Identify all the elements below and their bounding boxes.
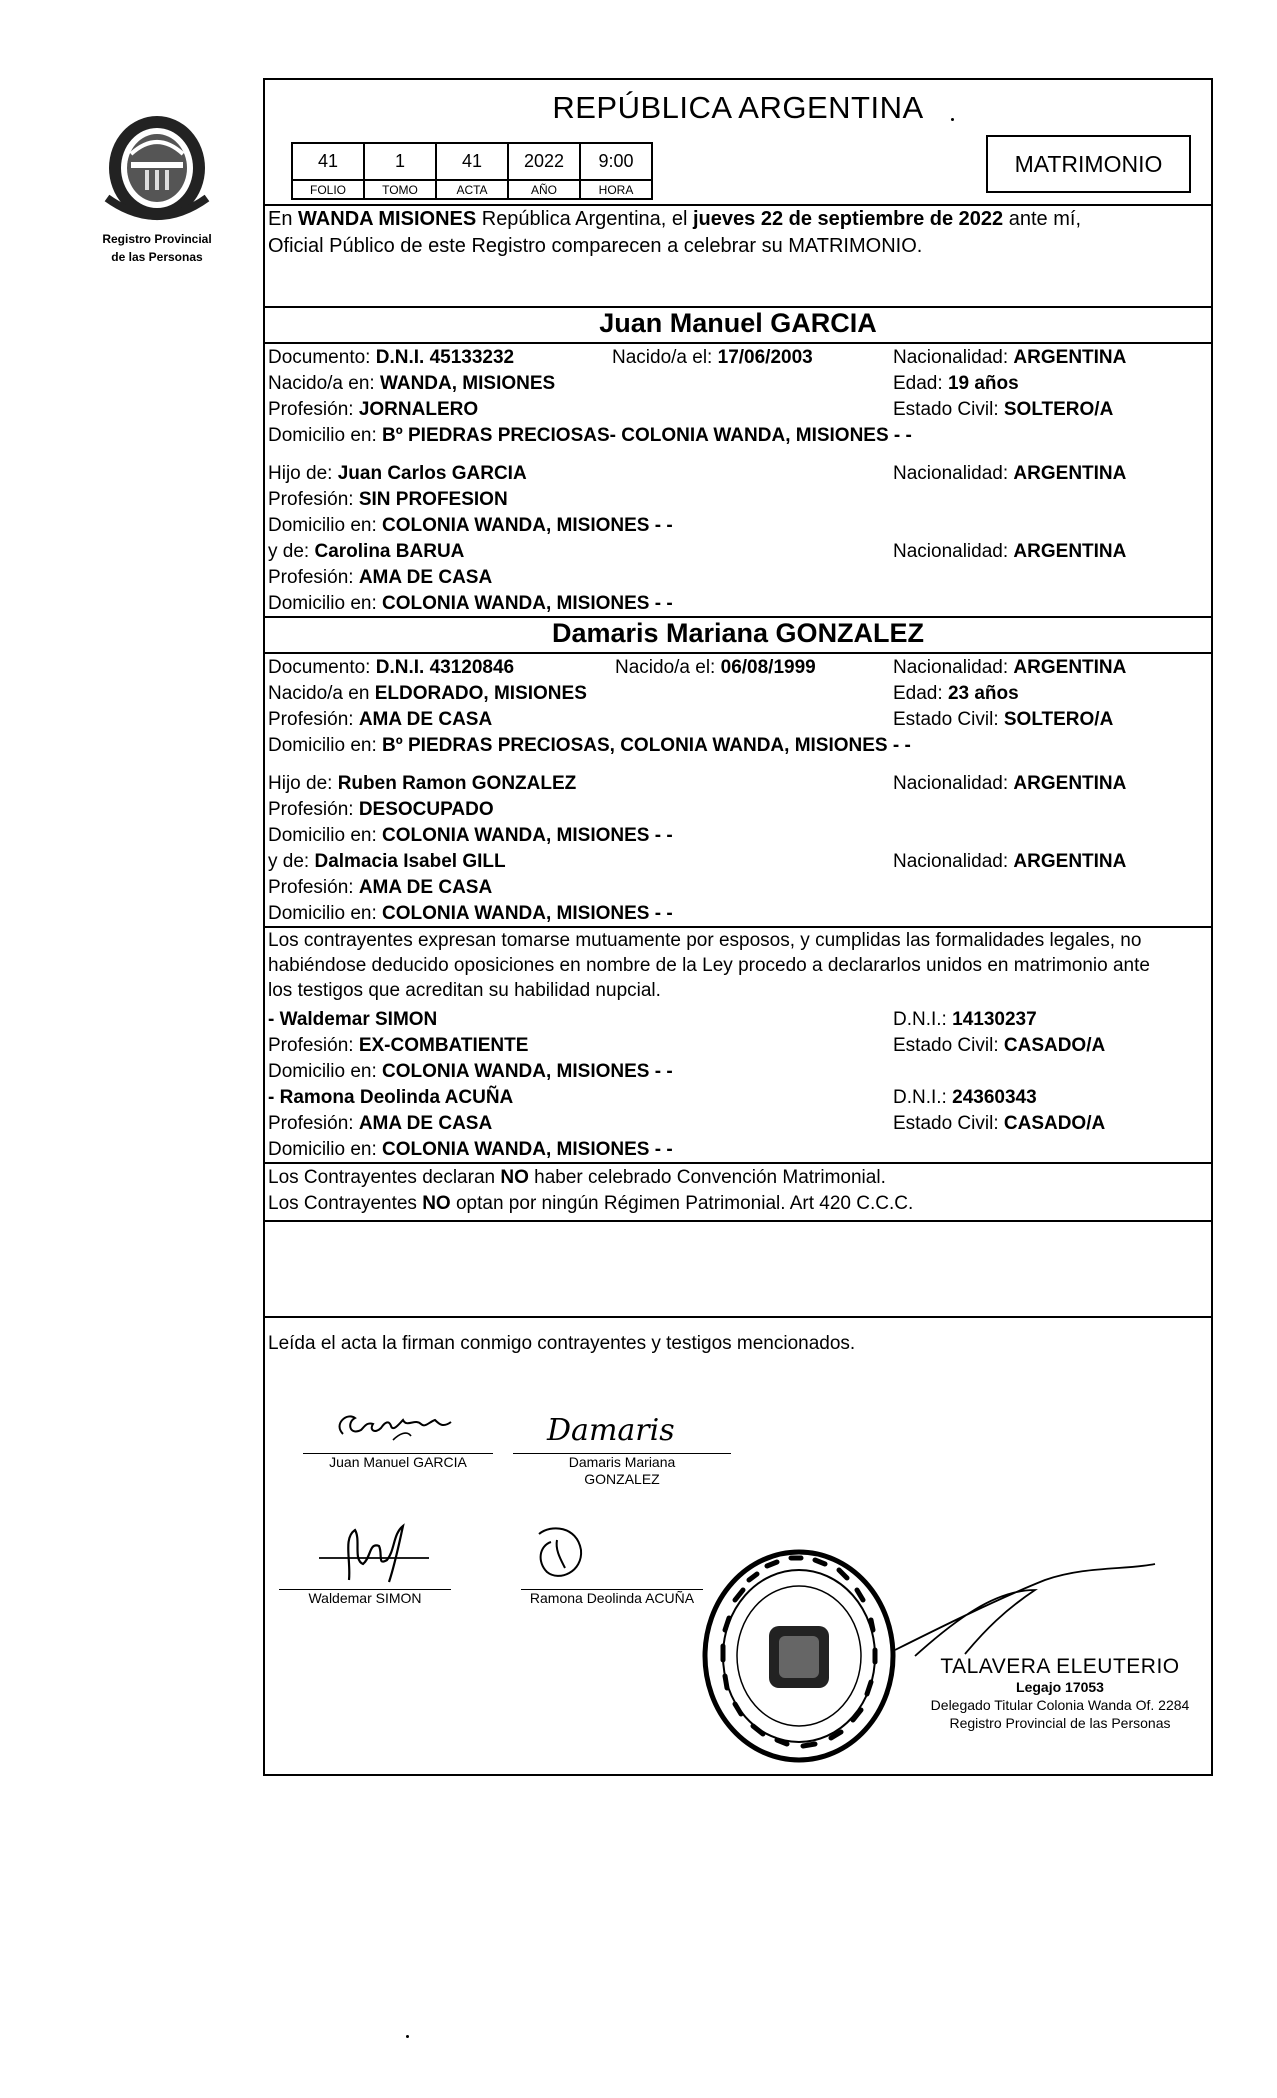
testigo1-name: - Waldemar SIMON [268, 1009, 438, 1030]
intro-place: WANDA MISIONES [298, 208, 477, 230]
signature-contrayente2 [513, 1400, 731, 1488]
section-divider [265, 342, 1211, 344]
document-type-box: MATRIMONIO [986, 135, 1191, 193]
svg-text:Damaris: Damaris [547, 1413, 675, 1448]
testigo2-profesion: Profesión: AMA DE CASA [268, 1113, 493, 1134]
intro-paragraph: En WANDA MISIONES República Argentina, el jueves 22 de septiembre de 2022 ante mí, Oficial Público de este Registro comparecen a celebrar su MATRIMONIO. [268, 208, 1081, 257]
stray-mark [951, 118, 954, 121]
section-divider [265, 652, 1211, 654]
section-divider [265, 1220, 1211, 1222]
handwritten-signature-icon [521, 1520, 703, 1584]
c1-domicilio: Domicilio en: Bº PIEDRAS PRECIOSAS- COLONIA WANDA, MISIONES - - [268, 425, 912, 446]
officer-name: TALAVERA ELEUTERIO [940, 1655, 1180, 1678]
document-title: REPÚBLICA ARGENTINA [552, 90, 924, 125]
officer-signature-icon [875, 1560, 1185, 1660]
c1-nacionalidad: Nacionalidad: ARGENTINA [893, 347, 1127, 368]
tomo-label: TOMO [364, 180, 436, 199]
intro-date: jueves 22 de septiembre de 2022 [693, 208, 1004, 230]
signature-testigo2 [521, 1520, 703, 1607]
testigo1-estado-civil: Estado Civil: CASADO/A [893, 1035, 1106, 1056]
testigo1-dni: D.N.I.: 14130237 [893, 1009, 1037, 1030]
c2-nacionalidad: Nacionalidad: ARGENTINA [893, 657, 1127, 678]
c1-nacido-el: Nacido/a el: 17/06/2003 [612, 347, 813, 368]
c2-nacido-el: Nacido/a el: 06/08/1999 [615, 657, 816, 678]
signature-caption: Ramona Deolinda ACUÑA [529, 1590, 695, 1606]
c1-padre-domicilio: Domicilio en: COLONIA WANDA, MISIONES - - [268, 515, 673, 536]
c1-padre-nacionalidad: Nacionalidad: ARGENTINA [893, 463, 1127, 484]
c2-nacido-en: Nacido/a en ELDORADO, MISIONES [268, 683, 587, 704]
testigo2-estado-civil: Estado Civil: CASADO/A [893, 1113, 1106, 1134]
acta-label: ACTA [436, 180, 508, 199]
officer-cargo: Delegado Titular Colonia Wanda Of. 2284 [930, 1697, 1190, 1713]
c1-edad: Edad: 19 años [893, 373, 1019, 394]
anio-label: AÑO [508, 180, 580, 199]
testigo2-name: - Ramona Deolinda ACUÑA [268, 1087, 514, 1108]
signature-caption: GONZALEZ [584, 1471, 660, 1487]
tomo-value: 1 [364, 143, 436, 180]
registry-table [291, 142, 653, 200]
signature-caption: Damaris Mariana [568, 1454, 676, 1470]
c1-madre-profesion: Profesión: AMA DE CASA [268, 567, 493, 588]
c2-padre: Hijo de: Ruben Ramon GONZALEZ [268, 773, 577, 794]
officer-legajo: Legajo 17053 [1016, 1679, 1104, 1695]
signature-caption: Juan Manuel GARCIA [329, 1454, 467, 1470]
intro-line2: Oficial Público de este Registro comparecen a celebrar su MATRIMONIO. [268, 235, 923, 257]
section-divider [265, 1162, 1211, 1164]
c1-profesion: Profesión: JORNALERO [268, 399, 479, 420]
logo-caption-line1: Registro Provincial [102, 232, 212, 246]
handwritten-signature-icon [513, 1400, 731, 1448]
anio-value: 2022 [508, 143, 580, 180]
stray-mark [406, 2035, 409, 2038]
signature-testigo1 [279, 1520, 451, 1607]
c2-estado-civil: Estado Civil: SOLTERO/A [893, 709, 1114, 730]
acta-value: 41 [436, 143, 508, 180]
c1-madre-nacionalidad: Nacionalidad: ARGENTINA [893, 541, 1127, 562]
folio-label: FOLIO [292, 180, 364, 199]
c1-documento: Documento: D.N.I. 45133232 [268, 347, 515, 368]
signature-caption: Waldemar SIMON [308, 1590, 422, 1606]
c2-padre-domicilio: Domicilio en: COLONIA WANDA, MISIONES - - [268, 825, 673, 846]
c2-madre-nacionalidad: Nacionalidad: ARGENTINA [893, 851, 1127, 872]
c1-madre: y de: Carolina BARUA [268, 541, 465, 562]
c2-profesion: Profesión: AMA DE CASA [268, 709, 493, 730]
c2-madre-domicilio: Domicilio en: COLONIA WANDA, MISIONES - - [268, 903, 673, 924]
officer-block [905, 1655, 1215, 1732]
convencion-line1: Los Contrayentes declaran NO haber celebrado Convención Matrimonial. [268, 1167, 886, 1188]
contrayente2-name: Damaris Mariana GONZALEZ [551, 618, 925, 648]
hora-value: 9:00 [580, 143, 652, 180]
c1-padre: Hijo de: Juan Carlos GARCIA [268, 463, 527, 484]
hora-label: HORA [580, 180, 652, 199]
testigo2-domicilio: Domicilio en: COLONIA WANDA, MISIONES - - [268, 1139, 673, 1160]
logo-caption-line2: de las Personas [111, 250, 203, 264]
contrayente1-name: Juan Manuel GARCIA [599, 308, 877, 338]
c1-nacido-en: Nacido/a en: WANDA, MISIONES [268, 373, 556, 394]
testigo2-dni: D.N.I.: 24360343 [893, 1087, 1037, 1108]
signature-contrayente1 [303, 1400, 493, 1471]
c2-edad: Edad: 23 años [893, 683, 1019, 704]
c1-estado-civil: Estado Civil: SOLTERO/A [893, 399, 1114, 420]
c2-domicilio: Domicilio en: Bº PIEDRAS PRECIOSAS, COLONIA WANDA, MISIONES - - [268, 735, 911, 756]
declaracion-paragraph: Los contrayentes expresan tomarse mutuamente por esposos, y cumplidas las formalidades legales, no habiéndose deducido oposiciones en nombre de la Ley procedo a declararlos unidos en matrimonio ante los testigos que acreditan su habilidad nupcial. [268, 930, 1150, 1001]
folio-value: 41 [292, 143, 364, 180]
c2-madre: y de: Dalmacia Isabel GILL [268, 851, 506, 872]
handwritten-signature-icon [279, 1520, 451, 1584]
provincia-emblem-icon [101, 110, 213, 228]
c2-padre-profesion: Profesión: DESOCUPADO [268, 799, 494, 820]
officer-registro: Registro Provincial de las Personas [949, 1715, 1171, 1731]
c2-madre-profesion: Profesión: AMA DE CASA [268, 877, 493, 898]
section-divider [265, 1316, 1211, 1318]
cierre-text: Leída el acta la firman conmigo contrayentes y testigos mencionados. [268, 1333, 856, 1354]
c1-madre-domicilio: Domicilio en: COLONIA WANDA, MISIONES - - [268, 593, 673, 614]
c2-documento: Documento: D.N.I. 43120846 [268, 657, 515, 678]
registry-logo [82, 110, 232, 264]
convencion-line2: Los Contrayentes NO optan por ningún Régimen Patrimonial. Art 420 C.C.C. [268, 1193, 914, 1214]
testigo1-domicilio: Domicilio en: COLONIA WANDA, MISIONES - - [268, 1061, 673, 1082]
testigo1-profesion: Profesión: EX-COMBATIENTE [268, 1035, 529, 1056]
c1-padre-profesion: Profesión: SIN PROFESION [268, 489, 508, 510]
c2-padre-nacionalidad: Nacionalidad: ARGENTINA [893, 773, 1127, 794]
handwritten-signature-icon [303, 1400, 493, 1448]
acta-frame [263, 78, 1213, 1776]
